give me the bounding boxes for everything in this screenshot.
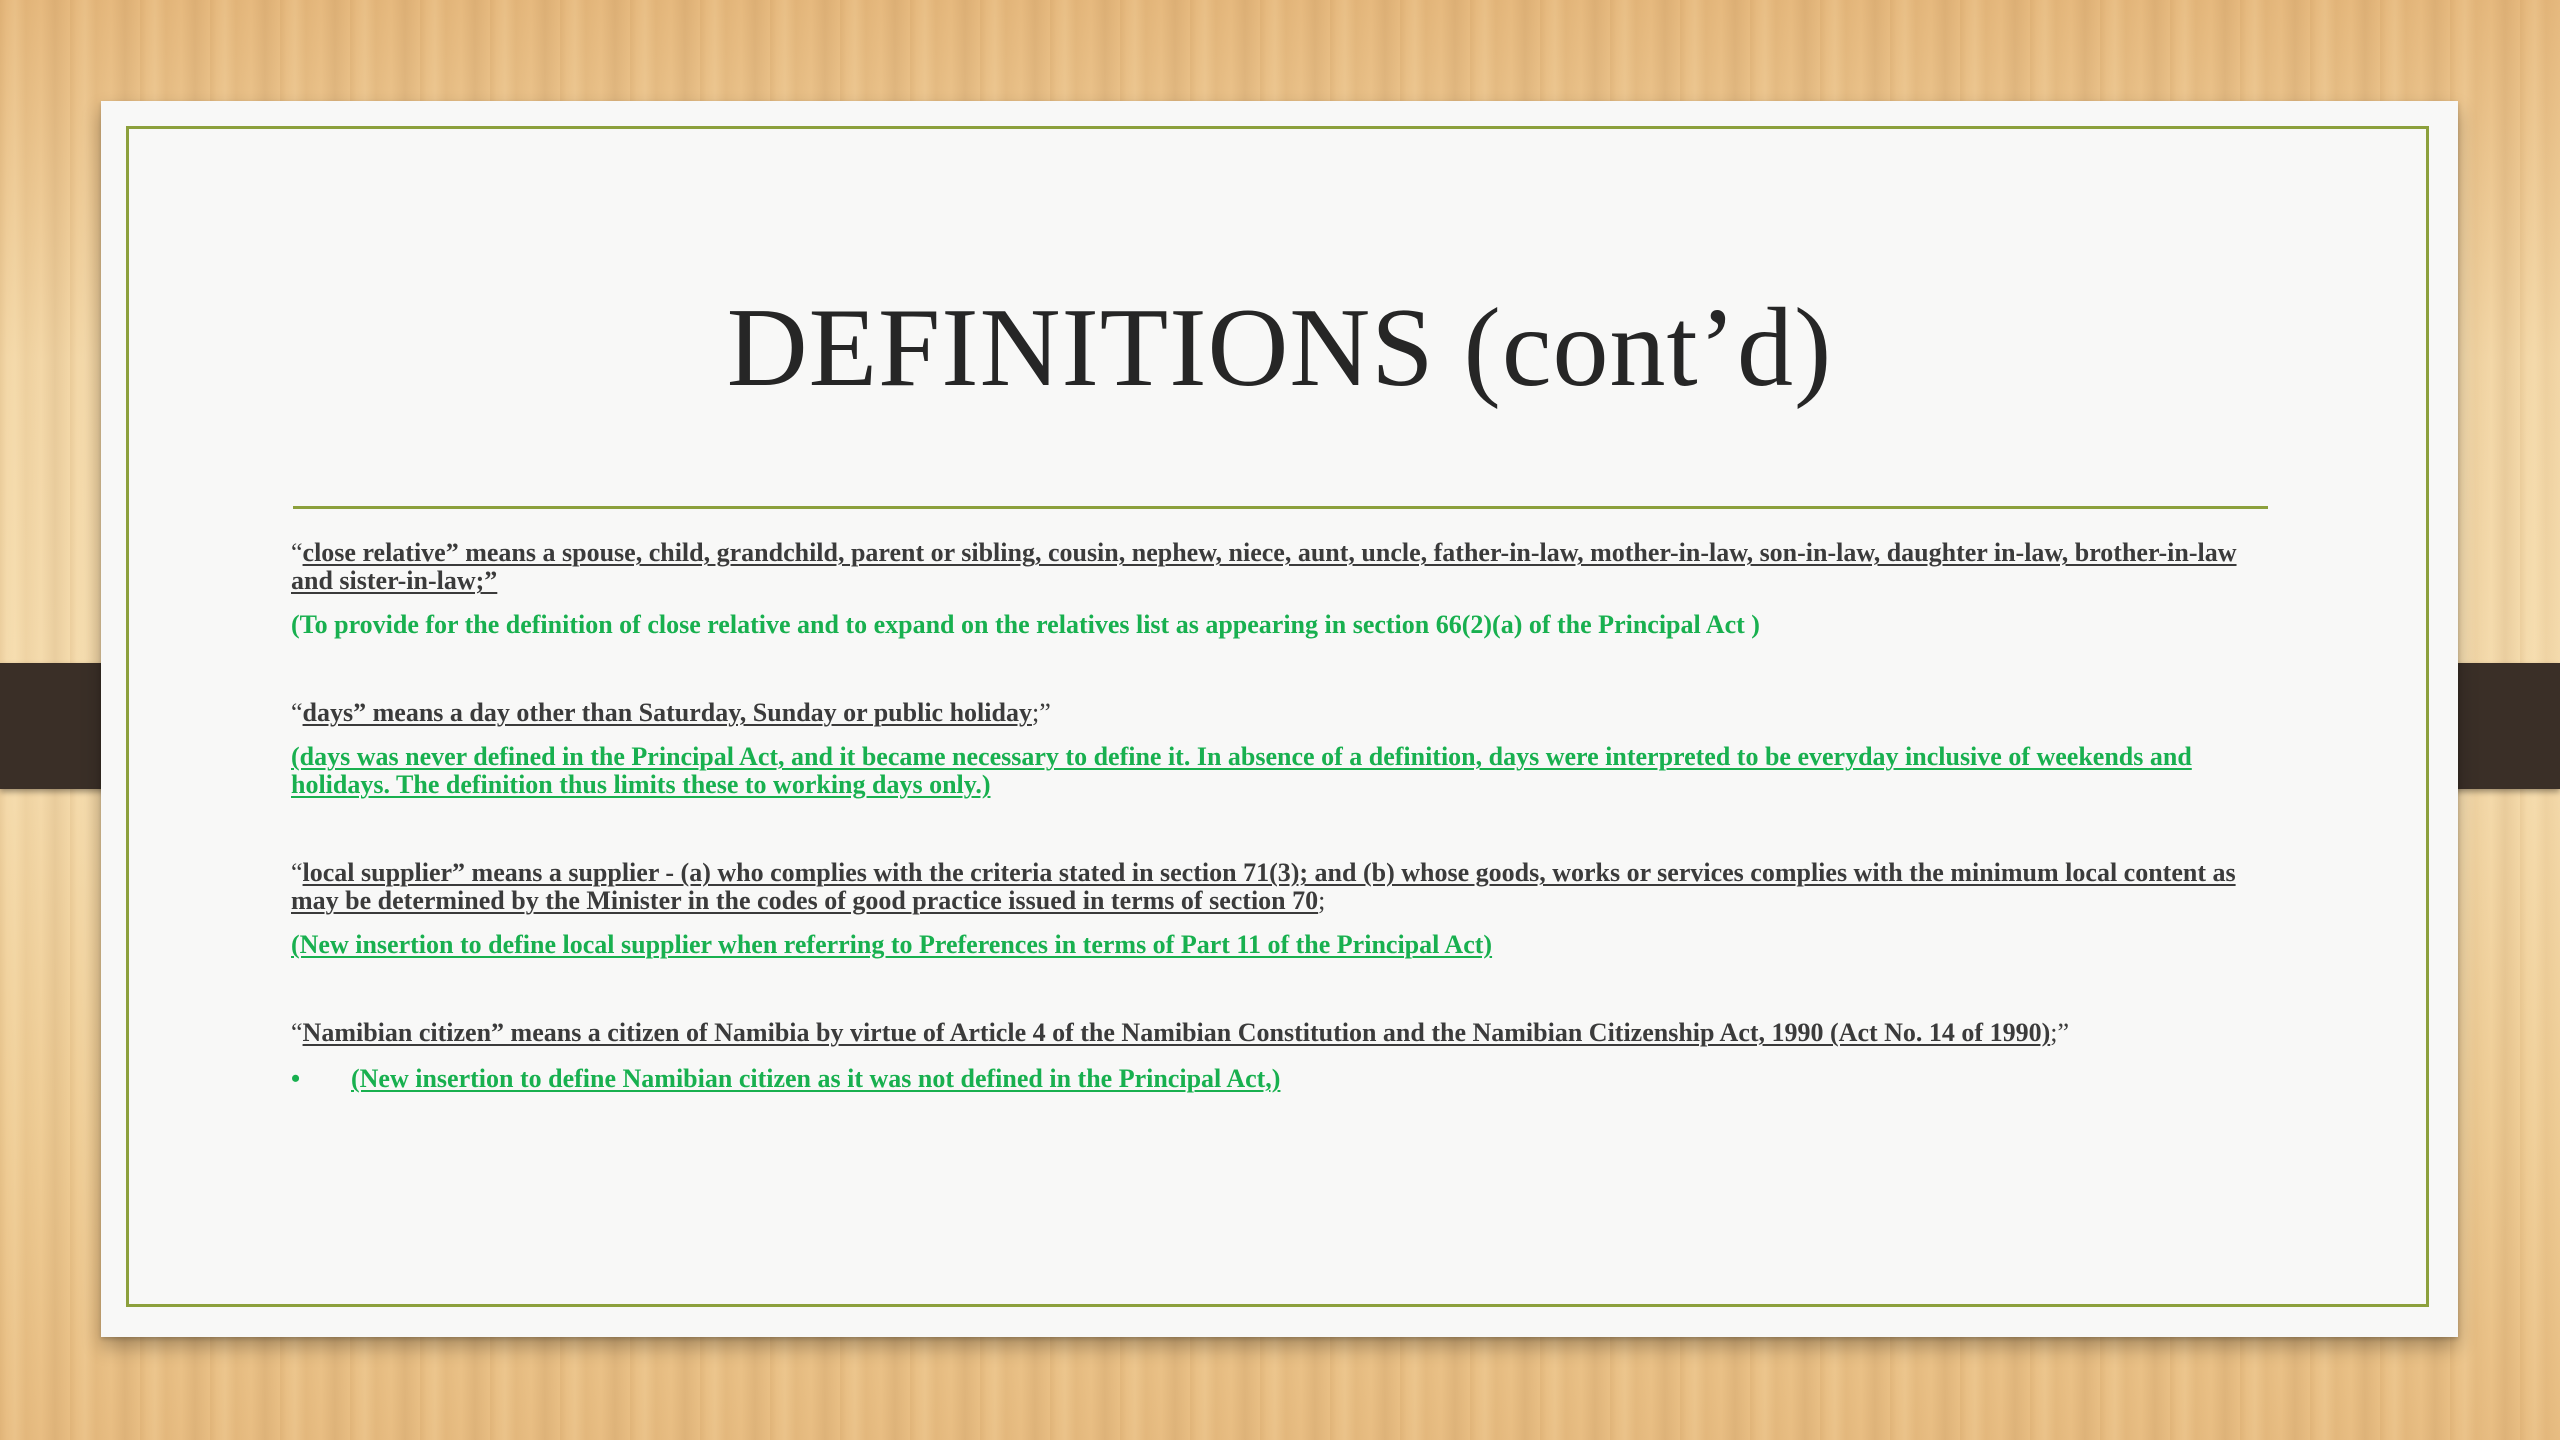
open-quote: “ [291,1018,303,1047]
title-divider [293,506,2268,509]
definition-text: local supplier” means a supplier - (a) who complies with the criteria stated in section 71(3); and (b) whose goods, works or services complies with the minimum local content as may be determined by the Minister in the codes of good practice issued in terms of section 70 [291,858,2236,915]
note-namibian-citizen: (New insertion to define Namibian citizen as it was not defined in the Principal Act,) [351,1064,1281,1093]
note-local-supplier: (New insertion to define local supplier when referring to Preferences in terms of Part 11 of the Principal Act) [291,930,1493,959]
definition-text: Namibian citizen” means a citizen of Namibia by virtue of Article 4 of the Namibian Constitution and the Namibian Citizenship Act, 1990 (Act No. 14 of 1990) [302,1018,2051,1047]
open-quote: “ [291,698,303,727]
note-close-relative: (To provide for the definition of close relative and to expand on the relatives list as appearing in section 66(2)(a) of the Principal Act ) [291,610,1760,639]
bullet-item [291,1065,2276,1093]
definition-local-supplier [291,859,2276,915]
definition-namibian-citizen [291,1019,2276,1047]
note-days: (days was never defined in the Principal Act, and it became necessary to define it. In absence of a definition, days were interpreted to be everyday inclusive of weekends and holidays. The definition thus limits these to working days only.) [291,742,2192,799]
definition-close-relative [291,539,2276,595]
definition-tail: ;” [2050,1018,2070,1047]
slide [101,101,2458,1337]
slide-content [291,539,2276,1093]
bullet-icon: • [291,1064,301,1093]
definition-tail: ; [1318,886,1326,915]
open-quote: “ [291,858,303,887]
slide-title: DEFINITIONS (cont’d) [726,286,1833,410]
definition-tail: ;” [1031,698,1051,727]
open-quote: “ [291,538,303,567]
definition-text: days” means a day other than Saturday, Sunday or public holiday [302,698,1032,727]
definition-days [291,699,2276,727]
definition-text: close relative” means a spouse, child, grandchild, parent or sibling, cousin, nephew, niece, aunt, uncle, father-in-law, mother-in-law, son-in-law, daughter in-law, brother-in-law and sister-in-law;” [291,538,2237,595]
